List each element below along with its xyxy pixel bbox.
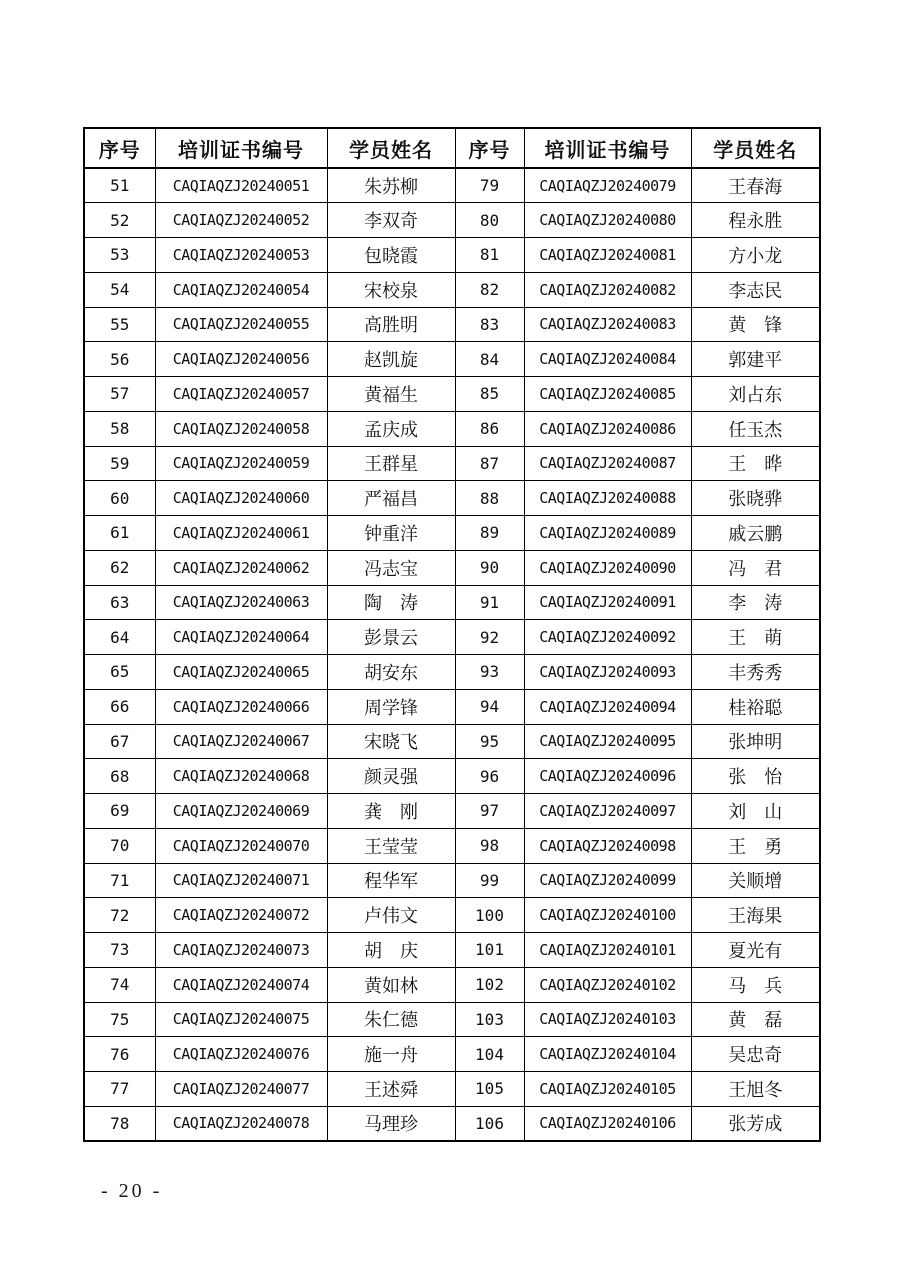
table-row xyxy=(84,446,820,481)
header-certificate-right: 培训证书编号 xyxy=(524,128,691,168)
cell-serial-number: 101 xyxy=(455,933,524,968)
cell-certificate-number: CAQIAQZJ20240071 xyxy=(155,863,327,898)
cell-serial-number: 104 xyxy=(455,1037,524,1072)
cell-certificate-number: CAQIAQZJ20240104 xyxy=(524,1037,691,1072)
header-name-right: 学员姓名 xyxy=(691,128,820,168)
cell-serial-number: 99 xyxy=(455,863,524,898)
cell-student-name: 丰秀秀 xyxy=(691,655,820,690)
cell-student-name: 冯志宝 xyxy=(327,550,455,585)
cell-certificate-number: CAQIAQZJ20240086 xyxy=(524,411,691,446)
cell-certificate-number: CAQIAQZJ20240075 xyxy=(155,1002,327,1037)
cell-serial-number: 85 xyxy=(455,377,524,412)
cell-student-name: 任玉杰 xyxy=(691,411,820,446)
cell-student-name: 周学锋 xyxy=(327,689,455,724)
cell-serial-number: 103 xyxy=(455,1002,524,1037)
table-row xyxy=(84,550,820,585)
cell-serial-number: 80 xyxy=(455,203,524,238)
cell-serial-number: 95 xyxy=(455,724,524,759)
cell-certificate-number: CAQIAQZJ20240077 xyxy=(155,1072,327,1107)
cell-student-name: 陶 涛 xyxy=(327,585,455,620)
cell-certificate-number: CAQIAQZJ20240068 xyxy=(155,759,327,794)
cell-certificate-number: CAQIAQZJ20240070 xyxy=(155,828,327,863)
cell-serial-number: 65 xyxy=(84,655,155,690)
header-serial-left: 序号 xyxy=(84,128,155,168)
cell-student-name: 颜灵强 xyxy=(327,759,455,794)
cell-serial-number: 93 xyxy=(455,655,524,690)
cell-serial-number: 56 xyxy=(84,342,155,377)
cell-student-name: 宋校泉 xyxy=(327,272,455,307)
header-name-left: 学员姓名 xyxy=(327,128,455,168)
cell-student-name: 王莹莹 xyxy=(327,828,455,863)
cell-serial-number: 100 xyxy=(455,898,524,933)
cell-certificate-number: CAQIAQZJ20240096 xyxy=(524,759,691,794)
table-row xyxy=(84,272,820,307)
cell-serial-number: 79 xyxy=(455,168,524,203)
cell-student-name: 龚 刚 xyxy=(327,794,455,829)
cell-student-name: 王 萌 xyxy=(691,620,820,655)
cell-student-name: 包晓霞 xyxy=(327,238,455,273)
table-row xyxy=(84,1002,820,1037)
cell-serial-number: 98 xyxy=(455,828,524,863)
cell-serial-number: 87 xyxy=(455,446,524,481)
cell-serial-number: 76 xyxy=(84,1037,155,1072)
cell-student-name: 马 兵 xyxy=(691,967,820,1002)
cell-student-name: 李 涛 xyxy=(691,585,820,620)
cell-certificate-number: CAQIAQZJ20240106 xyxy=(524,1106,691,1141)
cell-student-name: 黄福生 xyxy=(327,377,455,412)
cell-serial-number: 52 xyxy=(84,203,155,238)
cell-certificate-number: CAQIAQZJ20240092 xyxy=(524,620,691,655)
cell-serial-number: 92 xyxy=(455,620,524,655)
cell-certificate-number: CAQIAQZJ20240079 xyxy=(524,168,691,203)
cell-student-name: 夏光有 xyxy=(691,933,820,968)
table-row xyxy=(84,828,820,863)
cell-certificate-number: CAQIAQZJ20240089 xyxy=(524,516,691,551)
table-row xyxy=(84,759,820,794)
cell-student-name: 黄如林 xyxy=(327,967,455,1002)
cell-certificate-number: CAQIAQZJ20240057 xyxy=(155,377,327,412)
cell-student-name: 王群星 xyxy=(327,446,455,481)
cell-student-name: 冯 君 xyxy=(691,550,820,585)
cell-serial-number: 82 xyxy=(455,272,524,307)
cell-certificate-number: CAQIAQZJ20240098 xyxy=(524,828,691,863)
table-header-row xyxy=(84,128,820,168)
cell-serial-number: 96 xyxy=(455,759,524,794)
cell-certificate-number: CAQIAQZJ20240059 xyxy=(155,446,327,481)
table-row xyxy=(84,689,820,724)
cell-serial-number: 72 xyxy=(84,898,155,933)
cell-certificate-number: CAQIAQZJ20240063 xyxy=(155,585,327,620)
table-row xyxy=(84,794,820,829)
cell-serial-number: 91 xyxy=(455,585,524,620)
cell-certificate-number: CAQIAQZJ20240078 xyxy=(155,1106,327,1141)
cell-student-name: 王海果 xyxy=(691,898,820,933)
cell-certificate-number: CAQIAQZJ20240053 xyxy=(155,238,327,273)
cell-student-name: 张晓骅 xyxy=(691,481,820,516)
cell-certificate-number: CAQIAQZJ20240072 xyxy=(155,898,327,933)
cell-serial-number: 73 xyxy=(84,933,155,968)
cell-student-name: 彭景云 xyxy=(327,620,455,655)
table-row xyxy=(84,342,820,377)
cell-serial-number: 89 xyxy=(455,516,524,551)
table-row xyxy=(84,411,820,446)
table-body xyxy=(84,168,820,1141)
cell-student-name: 李志民 xyxy=(691,272,820,307)
table-row xyxy=(84,203,820,238)
cell-student-name: 张坤明 xyxy=(691,724,820,759)
cell-student-name: 张芳成 xyxy=(691,1106,820,1141)
cell-student-name: 朱苏柳 xyxy=(327,168,455,203)
cell-serial-number: 71 xyxy=(84,863,155,898)
table-row xyxy=(84,1037,820,1072)
cell-certificate-number: CAQIAQZJ20240076 xyxy=(155,1037,327,1072)
cell-certificate-number: CAQIAQZJ20240082 xyxy=(524,272,691,307)
trainee-roster-table xyxy=(83,127,821,1142)
cell-certificate-number: CAQIAQZJ20240084 xyxy=(524,342,691,377)
cell-serial-number: 90 xyxy=(455,550,524,585)
cell-serial-number: 77 xyxy=(84,1072,155,1107)
cell-certificate-number: CAQIAQZJ20240055 xyxy=(155,307,327,342)
cell-certificate-number: CAQIAQZJ20240051 xyxy=(155,168,327,203)
cell-certificate-number: CAQIAQZJ20240093 xyxy=(524,655,691,690)
cell-certificate-number: CAQIAQZJ20240060 xyxy=(155,481,327,516)
table-row xyxy=(84,481,820,516)
cell-certificate-number: CAQIAQZJ20240095 xyxy=(524,724,691,759)
cell-certificate-number: CAQIAQZJ20240102 xyxy=(524,967,691,1002)
cell-certificate-number: CAQIAQZJ20240066 xyxy=(155,689,327,724)
cell-certificate-number: CAQIAQZJ20240087 xyxy=(524,446,691,481)
cell-serial-number: 53 xyxy=(84,238,155,273)
cell-serial-number: 88 xyxy=(455,481,524,516)
cell-student-name: 王 勇 xyxy=(691,828,820,863)
cell-serial-number: 63 xyxy=(84,585,155,620)
cell-serial-number: 78 xyxy=(84,1106,155,1141)
cell-student-name: 钟重洋 xyxy=(327,516,455,551)
cell-certificate-number: CAQIAQZJ20240091 xyxy=(524,585,691,620)
cell-certificate-number: CAQIAQZJ20240054 xyxy=(155,272,327,307)
cell-certificate-number: CAQIAQZJ20240056 xyxy=(155,342,327,377)
cell-student-name: 郭建平 xyxy=(691,342,820,377)
table-row xyxy=(84,655,820,690)
cell-certificate-number: CAQIAQZJ20240088 xyxy=(524,481,691,516)
cell-certificate-number: CAQIAQZJ20240074 xyxy=(155,967,327,1002)
cell-student-name: 严福昌 xyxy=(327,481,455,516)
cell-certificate-number: CAQIAQZJ20240069 xyxy=(155,794,327,829)
cell-student-name: 程永胜 xyxy=(691,203,820,238)
cell-certificate-number: CAQIAQZJ20240100 xyxy=(524,898,691,933)
table-row xyxy=(84,967,820,1002)
page-number: - 20 - xyxy=(101,1180,163,1202)
table-row xyxy=(84,933,820,968)
cell-certificate-number: CAQIAQZJ20240085 xyxy=(524,377,691,412)
cell-serial-number: 97 xyxy=(455,794,524,829)
cell-student-name: 胡安东 xyxy=(327,655,455,690)
cell-student-name: 桂裕聪 xyxy=(691,689,820,724)
cell-student-name: 马理珍 xyxy=(327,1106,455,1141)
cell-serial-number: 59 xyxy=(84,446,155,481)
cell-serial-number: 81 xyxy=(455,238,524,273)
cell-student-name: 黄 磊 xyxy=(691,1002,820,1037)
cell-serial-number: 75 xyxy=(84,1002,155,1037)
cell-student-name: 宋晓飞 xyxy=(327,724,455,759)
cell-student-name: 吴忠奇 xyxy=(691,1037,820,1072)
cell-certificate-number: CAQIAQZJ20240083 xyxy=(524,307,691,342)
cell-serial-number: 55 xyxy=(84,307,155,342)
header-serial-right: 序号 xyxy=(455,128,524,168)
table-row xyxy=(84,898,820,933)
cell-student-name: 王旭冬 xyxy=(691,1072,820,1107)
cell-student-name: 程华军 xyxy=(327,863,455,898)
cell-serial-number: 84 xyxy=(455,342,524,377)
cell-certificate-number: CAQIAQZJ20240081 xyxy=(524,238,691,273)
cell-serial-number: 70 xyxy=(84,828,155,863)
cell-student-name: 卢伟文 xyxy=(327,898,455,933)
cell-serial-number: 62 xyxy=(84,550,155,585)
table-row xyxy=(84,585,820,620)
cell-student-name: 孟庆成 xyxy=(327,411,455,446)
cell-serial-number: 58 xyxy=(84,411,155,446)
cell-certificate-number: CAQIAQZJ20240101 xyxy=(524,933,691,968)
cell-serial-number: 105 xyxy=(455,1072,524,1107)
cell-serial-number: 67 xyxy=(84,724,155,759)
table-row xyxy=(84,238,820,273)
cell-student-name: 刘占东 xyxy=(691,377,820,412)
cell-serial-number: 83 xyxy=(455,307,524,342)
cell-serial-number: 61 xyxy=(84,516,155,551)
cell-certificate-number: CAQIAQZJ20240058 xyxy=(155,411,327,446)
cell-certificate-number: CAQIAQZJ20240099 xyxy=(524,863,691,898)
cell-certificate-number: CAQIAQZJ20240062 xyxy=(155,550,327,585)
header-certificate-left: 培训证书编号 xyxy=(155,128,327,168)
table-row xyxy=(84,307,820,342)
cell-student-name: 关顺增 xyxy=(691,863,820,898)
cell-certificate-number: CAQIAQZJ20240064 xyxy=(155,620,327,655)
cell-student-name: 刘 山 xyxy=(691,794,820,829)
cell-serial-number: 102 xyxy=(455,967,524,1002)
cell-student-name: 施一舟 xyxy=(327,1037,455,1072)
cell-serial-number: 106 xyxy=(455,1106,524,1141)
table-row xyxy=(84,863,820,898)
cell-serial-number: 94 xyxy=(455,689,524,724)
cell-certificate-number: CAQIAQZJ20240052 xyxy=(155,203,327,238)
cell-student-name: 胡 庆 xyxy=(327,933,455,968)
cell-certificate-number: CAQIAQZJ20240073 xyxy=(155,933,327,968)
cell-certificate-number: CAQIAQZJ20240061 xyxy=(155,516,327,551)
cell-serial-number: 57 xyxy=(84,377,155,412)
cell-certificate-number: CAQIAQZJ20240067 xyxy=(155,724,327,759)
cell-certificate-number: CAQIAQZJ20240105 xyxy=(524,1072,691,1107)
cell-certificate-number: CAQIAQZJ20240090 xyxy=(524,550,691,585)
cell-student-name: 王春海 xyxy=(691,168,820,203)
cell-student-name: 李双奇 xyxy=(327,203,455,238)
cell-certificate-number: CAQIAQZJ20240065 xyxy=(155,655,327,690)
cell-student-name: 赵凯旋 xyxy=(327,342,455,377)
cell-serial-number: 64 xyxy=(84,620,155,655)
cell-student-name: 张 怡 xyxy=(691,759,820,794)
cell-student-name: 方小龙 xyxy=(691,238,820,273)
cell-student-name: 王述舜 xyxy=(327,1072,455,1107)
cell-serial-number: 51 xyxy=(84,168,155,203)
cell-student-name: 黄 锋 xyxy=(691,307,820,342)
cell-student-name: 戚云鹏 xyxy=(691,516,820,551)
table-row xyxy=(84,168,820,203)
cell-serial-number: 68 xyxy=(84,759,155,794)
cell-student-name: 高胜明 xyxy=(327,307,455,342)
cell-serial-number: 54 xyxy=(84,272,155,307)
table-row xyxy=(84,377,820,412)
cell-student-name: 王 晔 xyxy=(691,446,820,481)
table-row xyxy=(84,1106,820,1141)
cell-certificate-number: CAQIAQZJ20240103 xyxy=(524,1002,691,1037)
cell-certificate-number: CAQIAQZJ20240097 xyxy=(524,794,691,829)
table-row xyxy=(84,1072,820,1107)
cell-serial-number: 69 xyxy=(84,794,155,829)
cell-serial-number: 60 xyxy=(84,481,155,516)
table-row xyxy=(84,724,820,759)
cell-serial-number: 66 xyxy=(84,689,155,724)
cell-certificate-number: CAQIAQZJ20240080 xyxy=(524,203,691,238)
cell-serial-number: 74 xyxy=(84,967,155,1002)
table-row xyxy=(84,516,820,551)
cell-student-name: 朱仁德 xyxy=(327,1002,455,1037)
table-row xyxy=(84,620,820,655)
cell-certificate-number: CAQIAQZJ20240094 xyxy=(524,689,691,724)
cell-serial-number: 86 xyxy=(455,411,524,446)
